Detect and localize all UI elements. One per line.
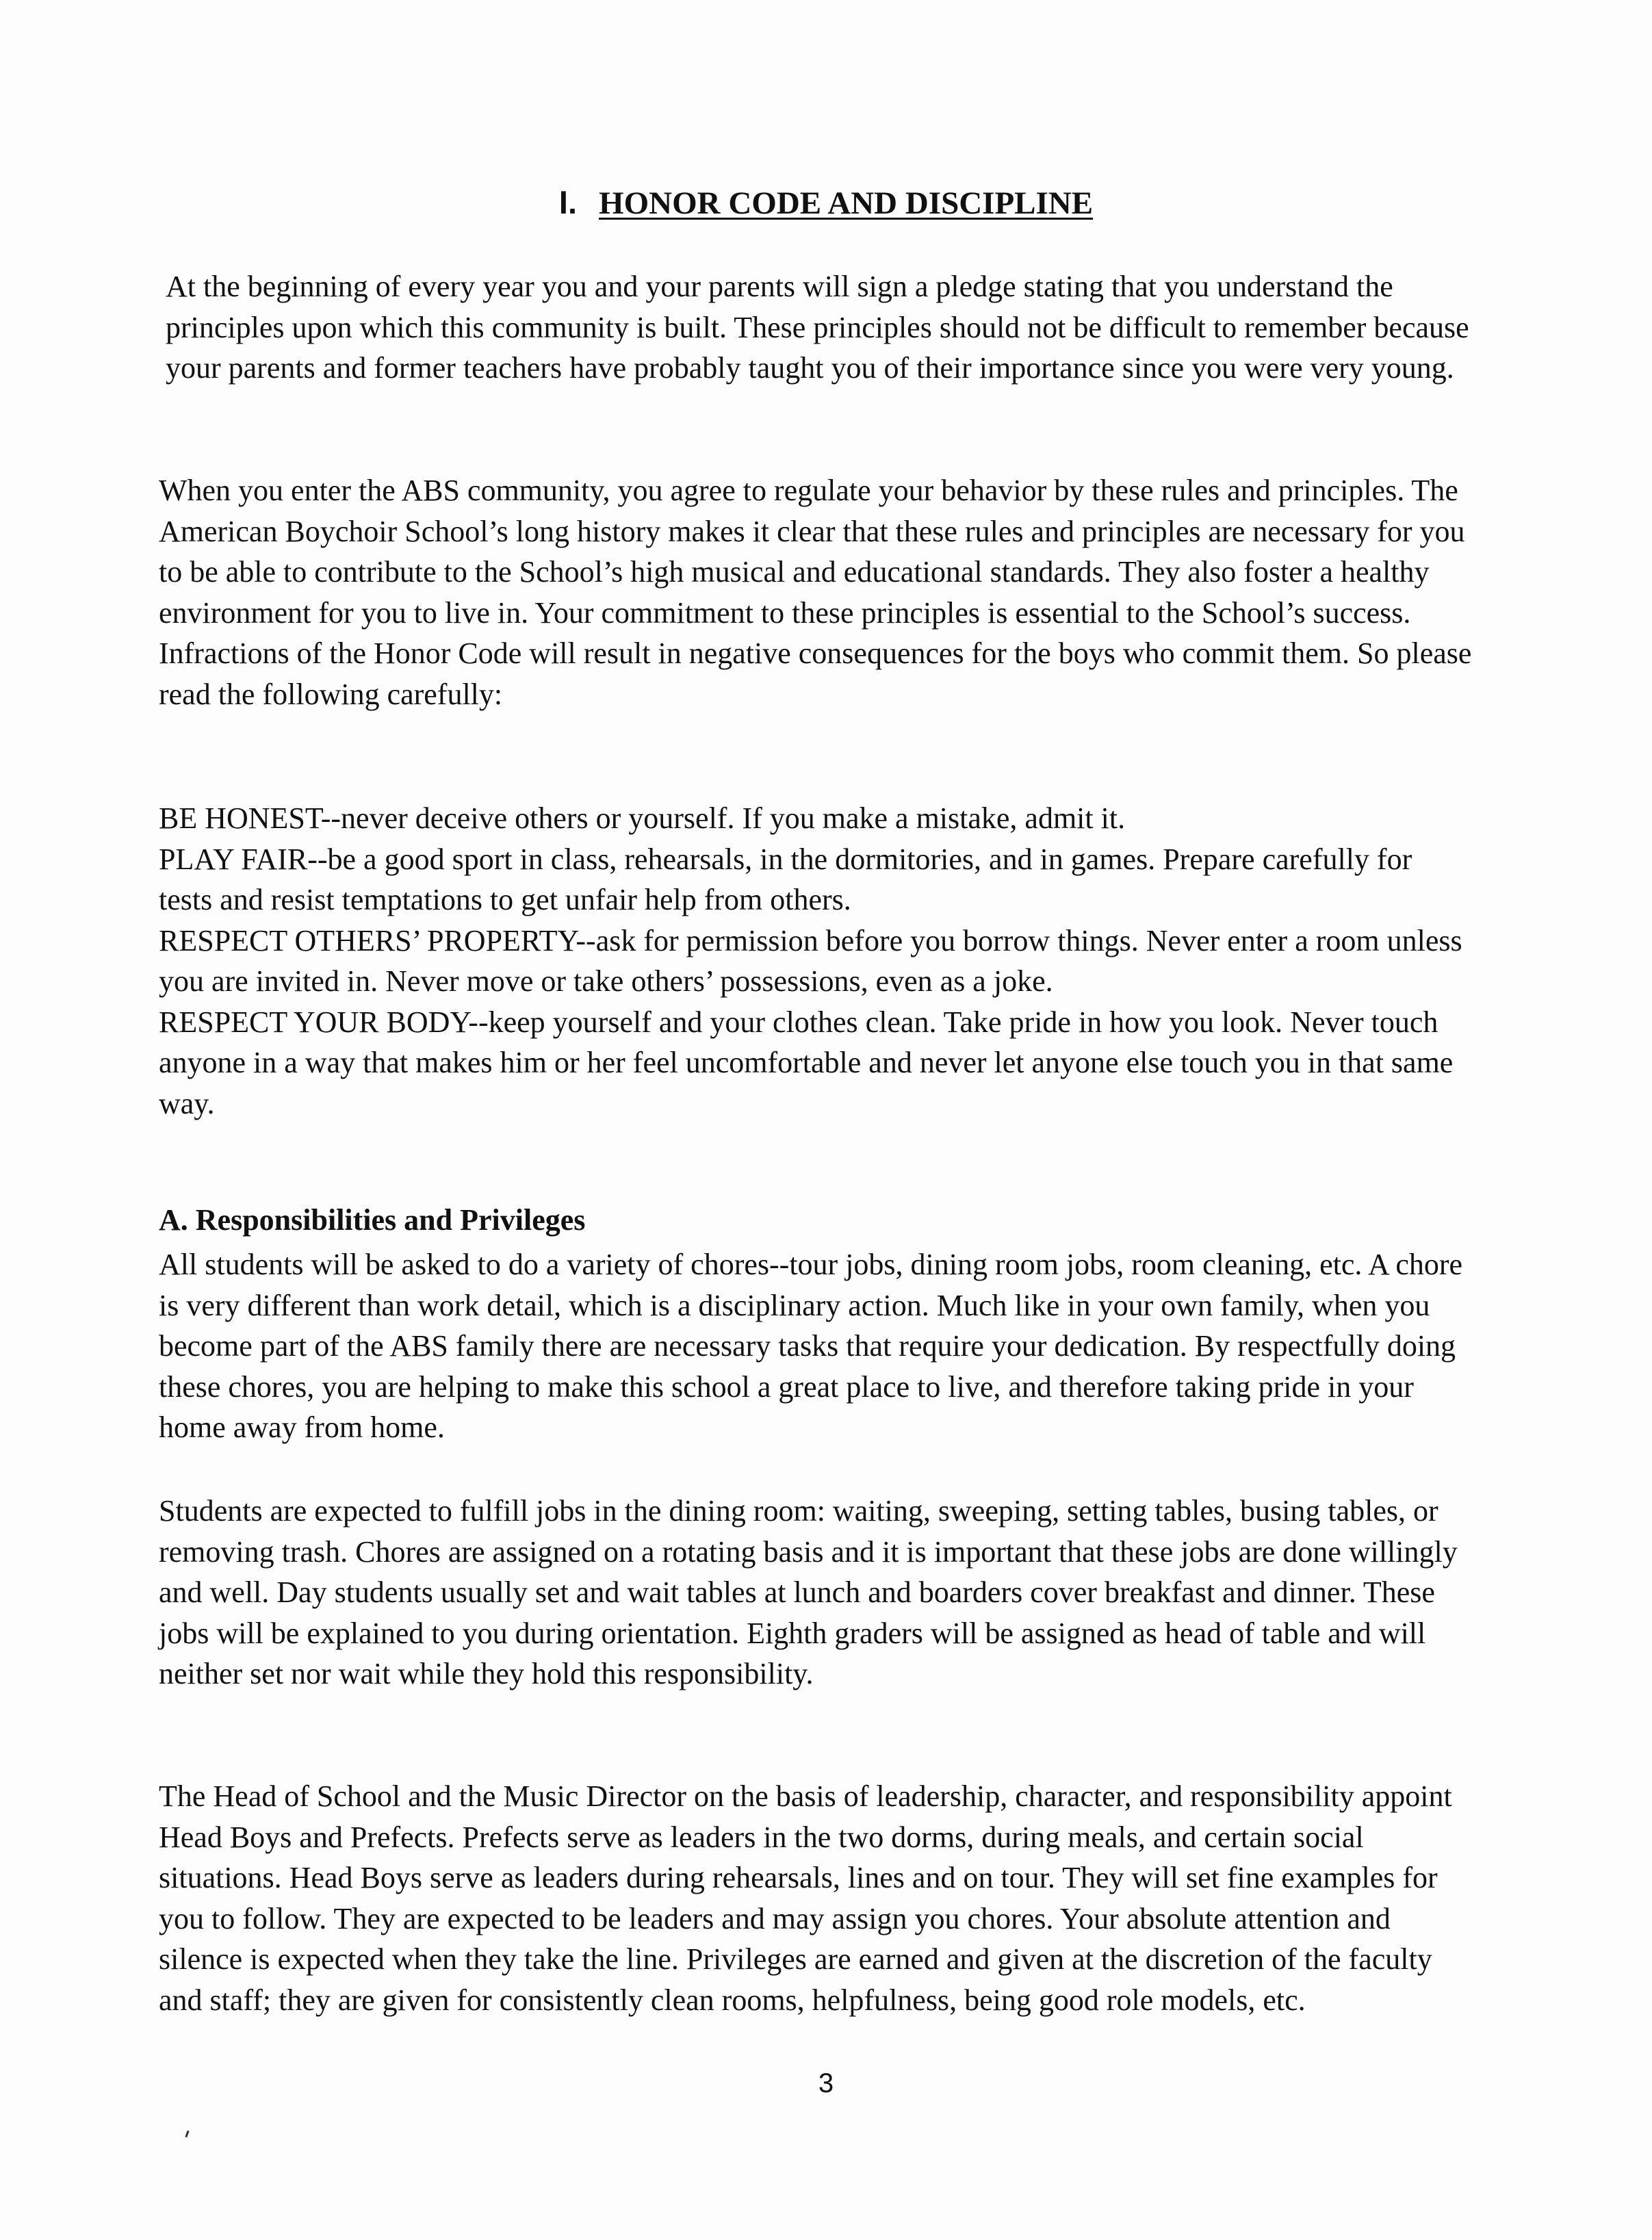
- honor-rules-list: [159, 798, 1473, 1124]
- rule-be-honest: BE HONEST--never deceive others or yourself. If you make a mistake, admit it.: [159, 801, 1126, 835]
- section-heading: [0, 183, 1652, 222]
- leaders-paragraph: The Head of School and the Music Director on the basis of leadership, character, and responsibility appoint Head Boys and Prefects. Prefects serve as leaders in the two dorms, during meals, and certain social situations. Head Boys serve as leaders during rehearsals, lines and on tour. They will set fine examples for you to follow. They are expected to be leaders and may assign you chores. Your absolute attention and silence is expected when they take the line. Privileges are earned and given at the discretion of the faculty and staff; they are given for consistently clean rooms, helpfulness, being good role models, etc.: [159, 1779, 1452, 2017]
- intro-paragraph: At the beginning of every year you and your parents will sign a pledge stating that you understand the principles upon which this community is built. These principles should not be difficult to remember because your parents and former teachers have probably taught you of their importance since you were very young.: [166, 270, 1469, 385]
- community-paragraph: When you enter the ABS community, you agree to regulate your behavior by these rules and principles. The American Boychoir School’s long history makes it clear that these rules and principles are necessary for you to be able to contribute to the School’s high musical and educational standards. They also foster a healthy environment for you to live in. Your commitment to these principles is essential to the School’s success. Infractions of the Honor Code will result in negative consequences for the boys who commit them. So please read the following carefully:: [159, 474, 1472, 711]
- dining-paragraph: Students are expected to fulfill jobs in the dining room: waiting, sweeping, setting tables, busing tables, or removing trash. Chores are assigned on a rotating basis and it is important that these jobs are done willingly and well. Day students usually set and wait tables at lunch and boarders cover breakfast and dinner. These jobs will be explained to you during orientation. Eighth graders will be assigned as head of table and will neither set nor wait while they hold this responsibility.: [159, 1494, 1458, 1690]
- rule-respect-property: RESPECT OTHERS’ PROPERTY--ask for permission before you borrow things. Never enter a room unless you are invited in. Never move or take others’ possessions, even as a joke.: [159, 923, 1462, 998]
- section-number: I.: [558, 184, 578, 220]
- scan-speck: [185, 2130, 189, 2137]
- section-title: HONOR CODE AND DISCIPLINE: [599, 185, 1094, 221]
- rule-respect-body: RESPECT YOUR BODY--keep yourself and your clothes clean. Take pride in how you look. Never touch anyone in a way that makes him or her feel uncomfortable and never let anyone else touch you in that same way.: [159, 1005, 1454, 1120]
- chores-paragraph: All students will be asked to do a variety of chores--tour jobs, dining room jobs, room cleaning, etc. A chore is very different than work detail, which is a disciplinary action. Much like in your own family, when you become part of the ABS family there are necessary tasks that require your dedication. By respectfully doing these chores, you are helping to make this school a great place to live, and therefore taking pride in your home away from home.: [159, 1248, 1463, 1444]
- page-number: 3: [818, 2068, 834, 2098]
- rule-play-fair: PLAY FAIR--be a good sport in class, rehearsals, in the dormitories, and in games. Prepare carefully for tests and resist temptations to get unfair help from others.: [159, 842, 1412, 916]
- subsection-title: A. Responsibilities and Privileges: [159, 1203, 586, 1237]
